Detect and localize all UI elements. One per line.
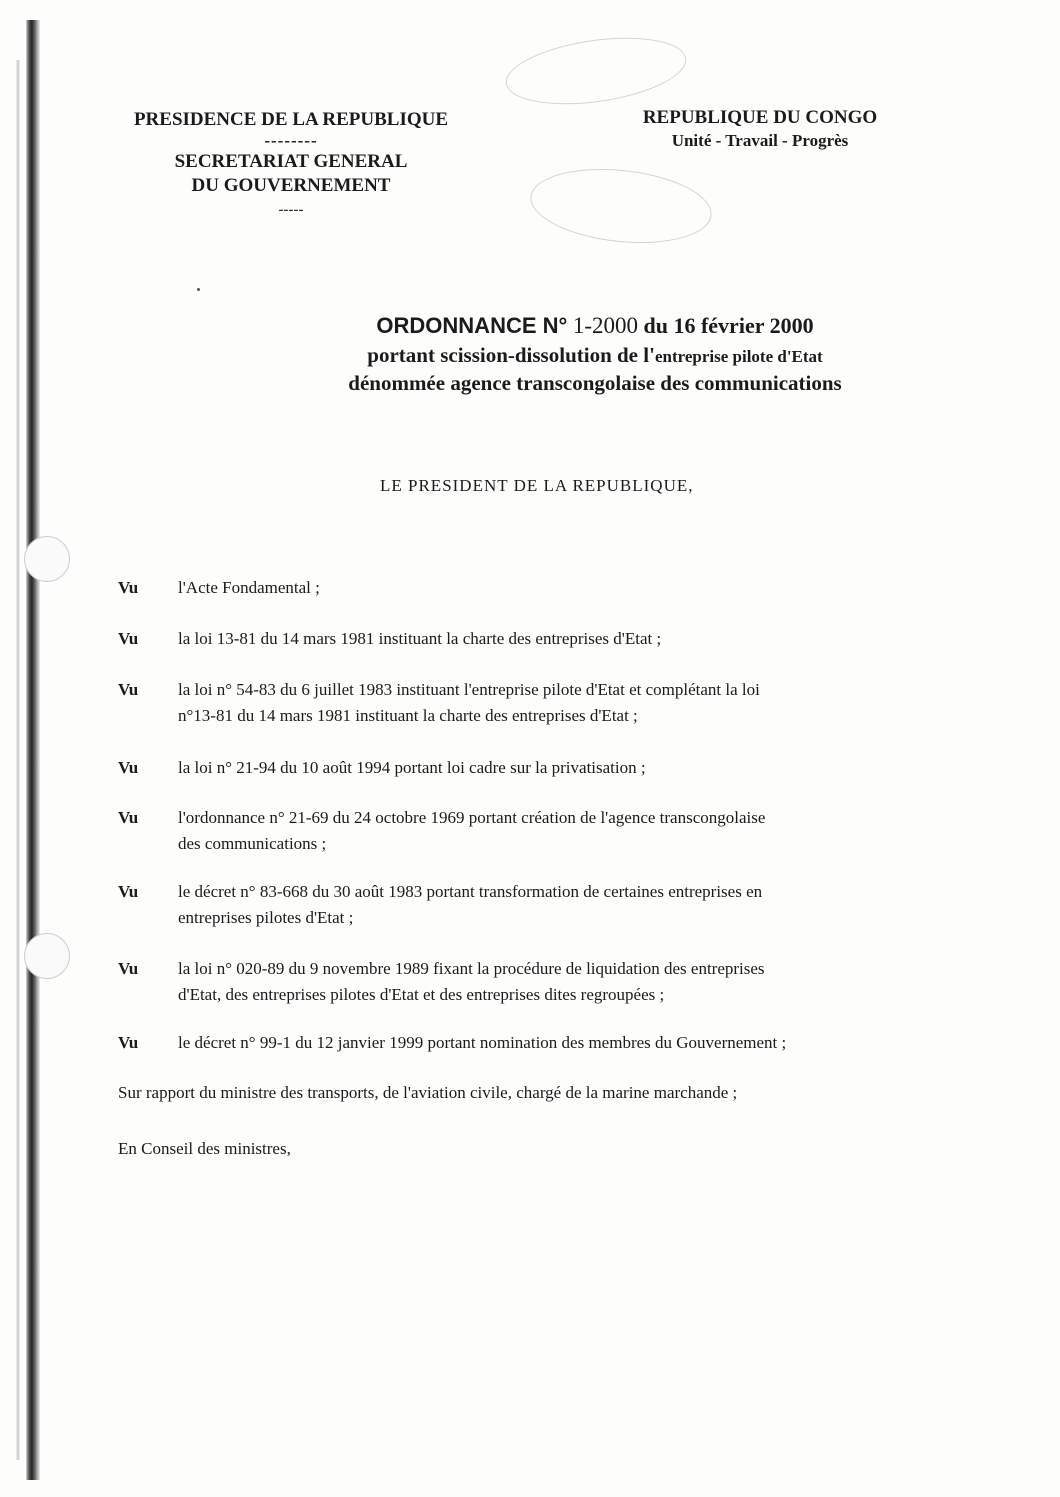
vu-text: la loi 13-81 du 14 mars 1981 instituant la charte des entreprises d'Etat ; xyxy=(178,629,662,648)
vu-label: Vu xyxy=(118,629,139,648)
separator-1: -------- xyxy=(264,131,318,150)
vu-label: Vu xyxy=(118,680,139,699)
country-name: REPUBLIQUE DU CONGO xyxy=(642,107,878,128)
ordonnance-number: 1-2000 xyxy=(572,313,638,338)
country-motto: Unité - Travail - Progrès xyxy=(671,131,849,150)
gouvernement-line: DU GOUVERNEMENT xyxy=(191,175,391,196)
vu-text: l'Acte Fondamental ; xyxy=(178,578,320,597)
rapport-line: Sur rapport du ministre des transports, de l'aviation civile, chargé de la marine marchande ; xyxy=(118,1083,738,1102)
vu-text: l'ordonnance n° 21-69 du 24 octobre 1969 portant création de l'agence transcongolaise des communications ; xyxy=(178,808,766,853)
vu-label: Vu xyxy=(118,758,139,777)
ordonnance-title xyxy=(290,310,900,397)
faint-circle-mark xyxy=(502,28,691,115)
ordonnance-date: du 16 février 2000 xyxy=(643,313,814,338)
title-line-2-small: entreprise pilote d'Etat xyxy=(654,347,823,366)
punch-hole-bottom xyxy=(24,933,70,979)
title-line-3: dénommée agence transcongolaise des communications xyxy=(348,371,842,395)
binding-shadow xyxy=(16,60,20,1460)
president-heading: LE PRESIDENT DE LA REPUBLIQUE, xyxy=(380,476,694,495)
faint-circle-mark-2 xyxy=(527,161,716,252)
vu-label: Vu xyxy=(118,578,139,597)
vu-label: Vu xyxy=(118,808,139,827)
title-line-2-main: portant scission-dissolution de l' xyxy=(367,343,655,367)
binding-edge xyxy=(26,20,40,1480)
header-right xyxy=(600,106,920,152)
vu-label: Vu xyxy=(118,882,139,901)
presidence-line: PRESIDENCE DE LA REPUBLIQUE xyxy=(133,109,449,130)
vu-text: la loi n° 54-83 du 6 juillet 1983 instituant l'entreprise pilote d'Etat et complétant la loi n°13-81 du 14 mars 1981 instituant la charte des entreprises d'Etat ; xyxy=(178,680,760,725)
vu-text: le décret n° 99-1 du 12 janvier 1999 portant nomination des membres du Gouvernement ; xyxy=(178,1033,787,1052)
title-line-2 xyxy=(290,342,900,370)
punch-hole-top xyxy=(24,536,70,582)
title-line-1 xyxy=(290,310,900,342)
vu-label: Vu xyxy=(118,959,139,978)
header-left xyxy=(100,108,482,222)
stray-dot xyxy=(197,288,200,291)
separator-2: ----- xyxy=(278,202,304,218)
vu-text: la loi n° 020-89 du 9 novembre 1989 fixant la procédure de liquidation des entreprises d'Etat, des entreprises pilotes d'Etat et des entreprises dites regroupées ; xyxy=(178,959,765,1004)
vu-label: Vu xyxy=(118,1033,139,1052)
conseil-line: En Conseil des ministres, xyxy=(118,1139,291,1158)
ordonnance-label: ORDONNANCE N° xyxy=(376,313,568,338)
vu-text: la loi n° 21-94 du 10 août 1994 portant loi cadre sur la privatisation ; xyxy=(178,758,646,777)
vu-text: le décret n° 83-668 du 30 août 1983 portant transformation de certaines entreprises en entreprises pilotes d'Etat ; xyxy=(178,882,763,927)
secretariat-line: SECRETARIAT GENERAL xyxy=(174,151,408,172)
